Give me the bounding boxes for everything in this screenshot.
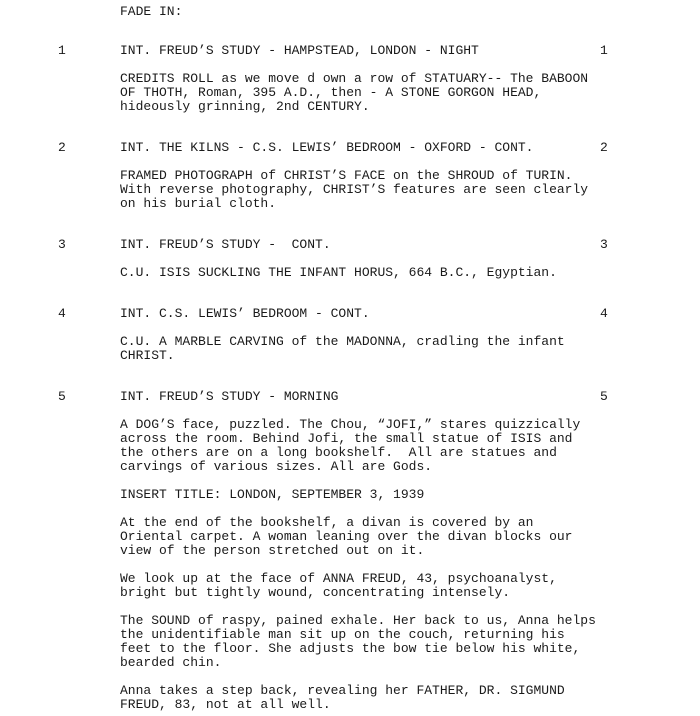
scene-number-right: 3 bbox=[600, 237, 608, 252]
action-line: The SOUND of raspy, pained exhale. Her back to us, Anna helps bbox=[120, 613, 596, 628]
action-line: CREDITS ROLL as we move d own a row of STATUARY-- The BABOON bbox=[120, 71, 589, 86]
action-line: C.U. ISIS SUCKLING THE INFANT HORUS, 664 B.C., Egyptian. bbox=[120, 265, 557, 280]
scene-number-right: 1 bbox=[600, 43, 608, 58]
scene-number-right: 5 bbox=[600, 389, 608, 404]
action-paragraph bbox=[120, 516, 620, 558]
action-line: across the room. Behind Jofi, the small statue of ISIS and bbox=[120, 431, 573, 446]
scene-number-left: 5 bbox=[58, 389, 66, 404]
action-line: INSERT TITLE: LONDON, SEPTEMBER 3, 1939 bbox=[120, 487, 425, 502]
scene-heading: INT. FREUD’S STUDY - HAMPSTEAD, LONDON - NIGHT bbox=[120, 43, 479, 58]
scene-heading: INT. FREUD’S STUDY - MORNING bbox=[120, 389, 339, 404]
action-line: feet to the floor. She adjusts the bow tie below his white, bbox=[120, 641, 581, 656]
action-line: A DOG’S face, puzzled. The Chou, “JOFI,” stares quizzically bbox=[120, 417, 581, 432]
action-line: At the end of the bookshelf, a divan is covered by an bbox=[120, 515, 534, 530]
scene-number-left: 2 bbox=[58, 140, 66, 155]
action-line: Anna takes a step back, revealing her FATHER, DR. SIGMUND bbox=[120, 683, 565, 698]
action-paragraph bbox=[120, 72, 620, 114]
action-paragraph bbox=[120, 614, 620, 670]
action-line: FREUD, 83, not at all well. bbox=[120, 697, 331, 712]
action-line: FRAMED PHOTOGRAPH of CHRIST’S FACE on the SHROUD of TURIN. bbox=[120, 168, 573, 183]
action-line: hideously grinning, 2nd CENTURY. bbox=[120, 99, 370, 114]
transition: FADE IN: bbox=[120, 4, 183, 19]
action-paragraph bbox=[120, 266, 620, 280]
action-line: OF THOTH, Roman, 395 A.D., then - A STONE GORGON HEAD, bbox=[120, 85, 542, 100]
scene-number-left: 3 bbox=[58, 237, 66, 252]
action-line: Oriental carpet. A woman leaning over the divan blocks our bbox=[120, 529, 573, 544]
scene-number-left: 1 bbox=[58, 43, 66, 58]
scene-heading: INT. C.S. LEWIS’ BEDROOM - CONT. bbox=[120, 306, 370, 321]
action-paragraph bbox=[120, 418, 620, 474]
scene-number-right: 4 bbox=[600, 306, 608, 321]
scene-number-right: 2 bbox=[600, 140, 608, 155]
scene-number-left: 4 bbox=[58, 306, 66, 321]
action-line: CHRIST. bbox=[120, 348, 175, 363]
action-line: the unidentifiable man sit up on the couch, returning his bbox=[120, 627, 565, 642]
action-line: view of the person stretched out on it. bbox=[120, 543, 425, 558]
action-line: carvings of various sizes. All are Gods. bbox=[120, 459, 433, 474]
action-paragraph bbox=[120, 684, 620, 712]
scene-heading: INT. FREUD’S STUDY - CONT. bbox=[120, 237, 331, 252]
action-line: We look up at the face of ANNA FREUD, 43, psychoanalyst, bbox=[120, 571, 557, 586]
action-paragraph bbox=[120, 169, 620, 211]
action-line: bright but tightly wound, concentrating intensely. bbox=[120, 585, 511, 600]
scene-heading: INT. THE KILNS - C.S. LEWIS’ BEDROOM - OXFORD - CONT. bbox=[120, 140, 534, 155]
action-line: on his burial cloth. bbox=[120, 196, 277, 211]
action-line: the others are on a long bookshelf. All are statues and bbox=[120, 445, 557, 460]
action-paragraph bbox=[120, 335, 620, 363]
action-line: bearded chin. bbox=[120, 655, 222, 670]
insert-title bbox=[120, 488, 620, 502]
action-line: With reverse photography, CHRIST’S features are seen clearly bbox=[120, 182, 589, 197]
action-line: C.U. A MARBLE CARVING of the MADONNA, cradling the infant bbox=[120, 334, 565, 349]
action-paragraph bbox=[120, 572, 620, 600]
